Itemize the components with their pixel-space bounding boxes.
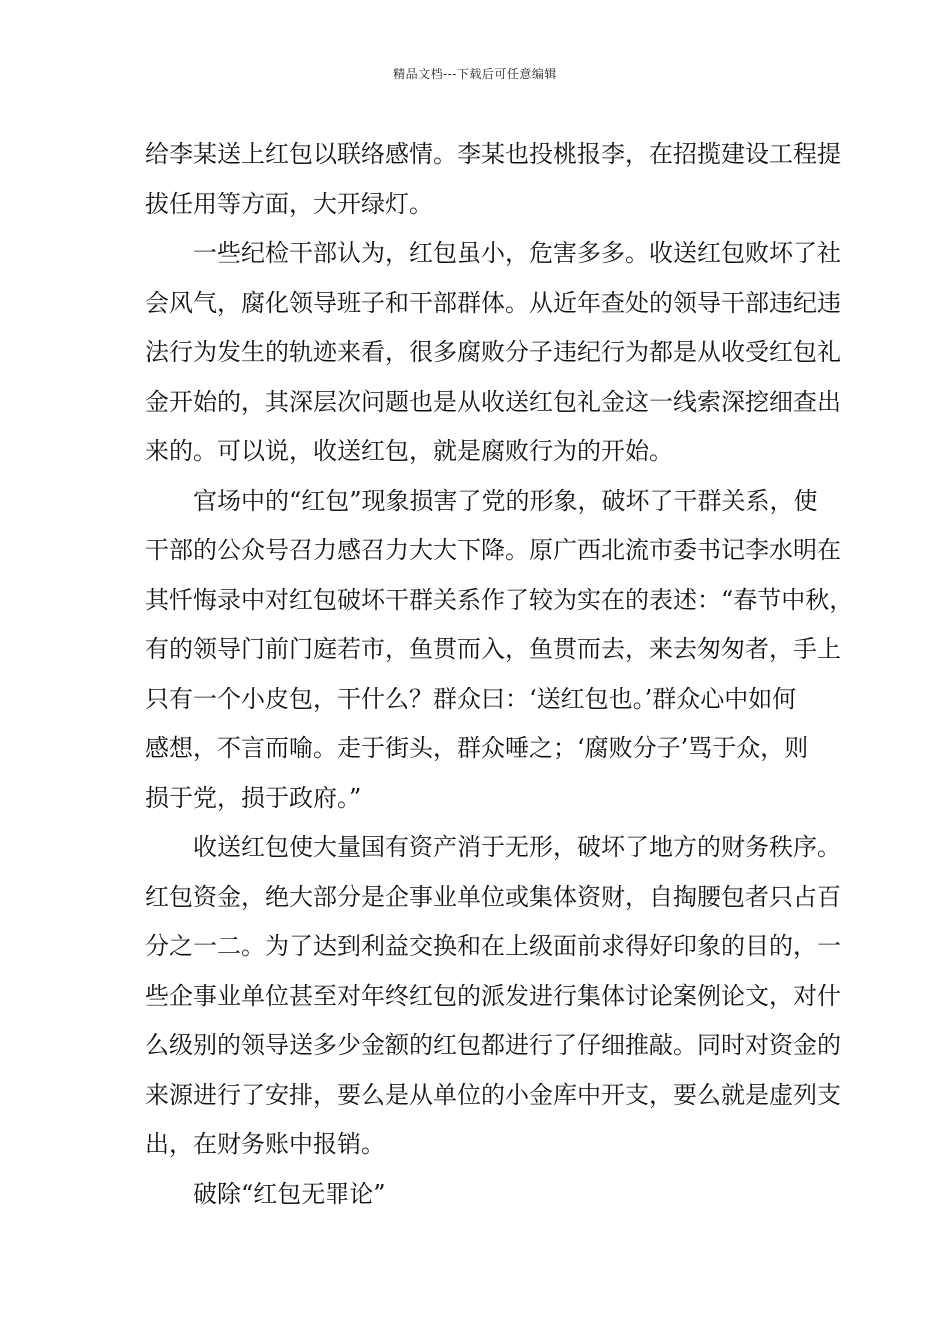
text-line: 分之一二。为了达到利益交换和在上级面前求得好印象的目的，一 [145, 932, 841, 960]
text-line: 红包资金，绝大部分是企事业单位或集体资财，自掏腰包者只占百 [145, 882, 841, 911]
page-header: 精品文档---下载后可任意编辑 [393, 67, 557, 81]
text-line: 损于党，损于政府。” [145, 783, 362, 812]
text-line: 干部的公众号召力感召力大大下降。原广西北流市委书记李水明在 [145, 536, 841, 564]
text-line: 拔任用等方面，大开绿灯。 [145, 189, 433, 218]
text-line: 其忏悔录中对红包破坏干群关系作了较为实在的表述：“春节中秋， [145, 585, 854, 614]
text-line: 些企事业单位甚至对年终红包的派发进行集体讨论案例论文，对什 [145, 981, 841, 1010]
paragraph-start-line: 收送红包使大量国有资产消于无形，破坏了地方的财务秩序。 [193, 833, 841, 861]
text-line: 法行为发生的轨迹来看，很多腐败分子违纪行为都是从收受红包礼 [145, 338, 841, 366]
text-line: 么级别的领导送多少金额的红包都进行了仔细推敲。同时对资金的 [145, 1031, 841, 1059]
text-line: 金开始的，其深层次问题也是从收送红包礼金这一线索深挖细查出 [145, 387, 841, 416]
paragraph-start-line: 一些纪检干部认为，红包虽小，危害多多。收送红包败坏了社 [193, 239, 841, 267]
text-line: 来的。可以说，收送红包，就是腐败行为的开始。 [145, 437, 673, 465]
text-line: 来源进行了安排，要么是从单位的小金库中开支，要么就是虚列支 [145, 1080, 841, 1109]
text-line: 感想，不言而喻。走于街头，群众唾之；‘腐败分子’骂于众，则 [145, 734, 809, 762]
section-heading: 破除“红包无罪论” [193, 1179, 386, 1208]
text-line: 会风气，腐化领导班子和干部群体。从近年查处的领导干部违纪违 [145, 288, 841, 317]
document-body [145, 130, 854, 1219]
text-line: 出，在财务账中报销。 [145, 1130, 385, 1158]
text-line: 只有一个小皮包，干什么？群众曰：‘送红包也。’群众心中如何 [145, 684, 797, 713]
text-line: 给李某送上红包以联络感情。李某也投桃报李，在招揽建设工程提 [145, 140, 841, 168]
paragraph-start-line: 官场中的“红包”现象损害了党的形象，破坏了干群关系，使 [193, 486, 818, 515]
text-line: 有的领导门前门庭若市，鱼贯而入，鱼贯而去，来去匆匆者，手上 [145, 635, 841, 663]
